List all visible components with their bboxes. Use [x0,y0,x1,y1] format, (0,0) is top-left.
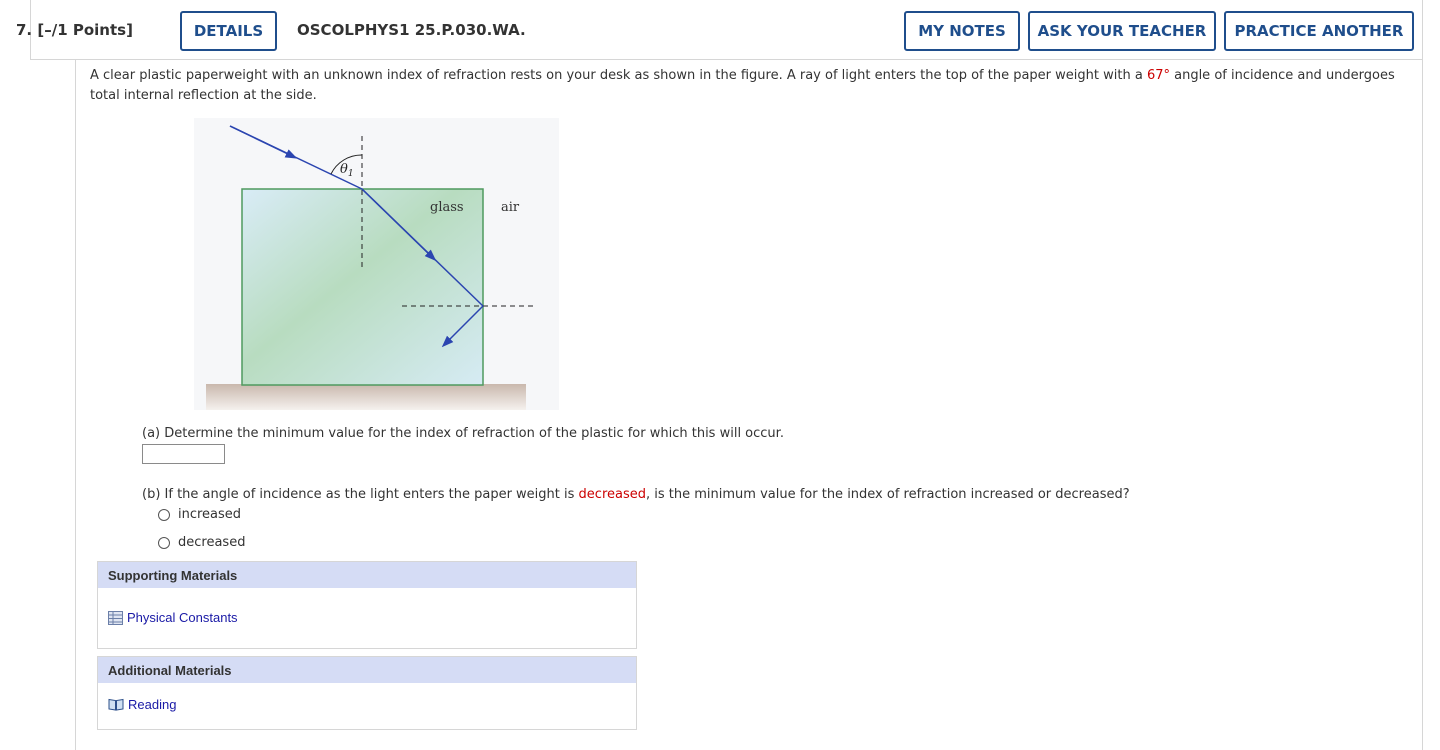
radio-icon[interactable] [158,537,170,549]
practice-another-button[interactable]: PRACTICE ANOTHER [1224,11,1414,51]
reading-link[interactable]: Reading [108,697,176,712]
ask-teacher-button[interactable]: ASK YOUR TEACHER [1028,11,1216,51]
table-icon [108,611,123,625]
additional-materials-title: Additional Materials [98,657,636,683]
angle-value: 67° [1146,68,1170,83]
air-label: air [501,200,520,215]
desk-surface [206,384,526,410]
option-increased[interactable]: increased [158,507,241,522]
question-text: A clear plastic paperweight with an unknown index of refraction rests on your desk as shown in the figure. A ray of light enters the top of the paper weight with a 67° angle of incidence and undergoes total internal reflection at the side. [90,68,1395,103]
question-code: OSCOLPHYS1 25.P.030.WA. [297,21,526,39]
part-b-question: (b) If the angle of incidence as the light enters the paper weight is decreased, is the minimum value for the index of refraction increased or decreased? [142,487,1130,502]
physical-constants-link[interactable]: Physical Constants [108,610,238,625]
part-a-question: (a) Determine the minimum value for the index of refraction of the plastic for which this will occur. [142,426,784,441]
supporting-materials-panel [97,561,637,649]
additional-materials-panel [97,656,637,730]
details-button[interactable]: DETAILS [180,11,277,51]
option-decreased[interactable]: decreased [158,535,245,550]
radio-icon[interactable] [158,509,170,521]
theta-label: $\theta_1$ [340,162,354,179]
my-notes-button[interactable]: MY NOTES [904,11,1020,51]
question-number: 7. [–/1 Points] [16,21,133,39]
book-icon [108,698,124,711]
glass-label: glass [430,200,464,215]
part-a-answer-input[interactable] [142,444,225,464]
paperweight-figure [194,118,559,410]
supporting-materials-title: Supporting Materials [98,562,636,588]
